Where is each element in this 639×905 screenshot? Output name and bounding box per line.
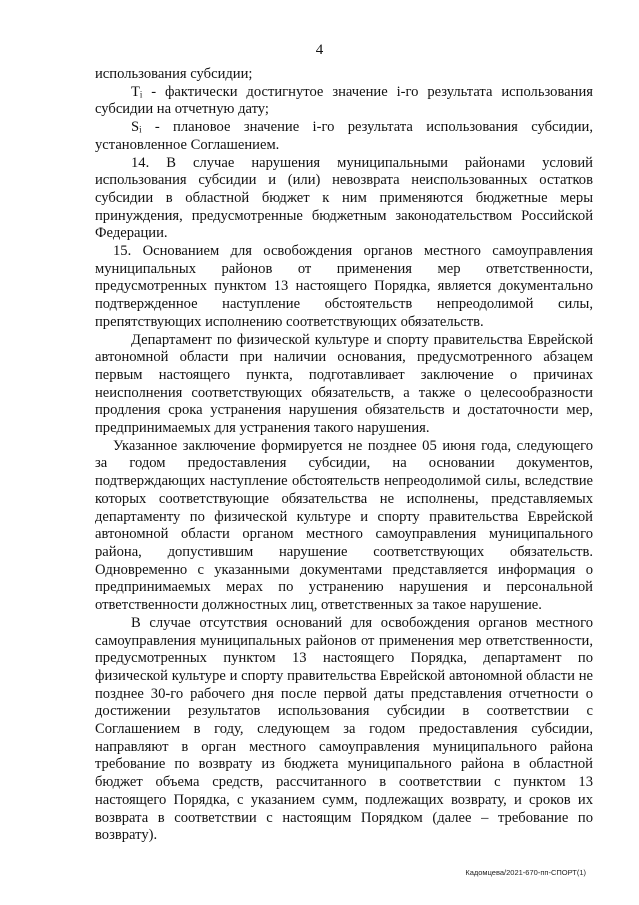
paragraph-conclusion-deadline: Указанное заключение формируется не позднее 05 июня года, следующего за годом предоставления субсидии, на основании документов, подтверждающих наступление обстоятельств непреодолимой силы, вследствие которых соответствующие обязательства не исполнены, представляемых департаменту по физической культуре и спорту правительства Еврейской автономной области органом местного самоуправления муниципального района, допустившим нарушение соответствующих обязательств. Одновременно с указанными документами представляется информация о предпринимаемых мерах по устранению нарушения и персональной ответственности должностных лиц, ответственных за такое нарушение.	[95, 437, 593, 614]
paragraph-item-15: 15. Основанием для освобождения органов местного самоуправления муниципальных районов от применения мер ответственности, предусмотренных пунктом 13 настоящего Порядка, является документально подтвержденное наступление обстоятельств непреодолимой силы, препятствующих исполнению соответствующих обязательств.	[95, 243, 593, 330]
paragraph-department-conclusion: Департамент по физической культуре и спорту правительства Еврейской автономной области при наличии основания, предусмотренного абзацем первым настоящего пункта, подготавливает заключение о причинах неисполнения соответствующих обязательств, а также о целесообразности продления срока устранения нарушения обязательств и достаточности мер, предпринимаемых для устранения такого нарушения.	[95, 331, 593, 437]
paragraph-si-definition: Sᵢ - плановое значение i-го результата использования субсидии, установленное Соглашением.	[95, 119, 593, 153]
paragraph-refund-requirement: В случае отсутствия оснований для освобождения органов местного самоуправления муниципальных районов от применения мер ответственности, предусмотренных пунктом 13 настоящего Порядка, департамент по физической культуре и спорту правительства Еврейской автономной области не позднее 30-го рабочего дня после первой даты представления отчетности о достижении результатов использования субсидии в соответствии с Соглашением в году, следующем за годом предоставления субсидии, направляют в орган местного самоуправления муниципального района требование по возврату из бюджета муниципального района в областной бюджет объема средств, рассчитанного в соответствии с пунктом 13 настоящего Порядка, с указанием сумм, подлежащих возврату, и сроков их возврата в соответствии с настоящим Порядком (далее – требование по возврату).	[95, 614, 593, 844]
page-number: 4	[315, 42, 324, 58]
paragraph-ti-definition: Tᵢ - фактически достигнутое значение i-го результата использования субсидии на отчетную дату;	[95, 83, 593, 118]
paragraph-item-14: 14. В случае нарушения муниципальными районами условий использования субсидии и (или) невозврата неиспользованных остатков субсидии в областной бюджет к ним применяются бюджетные меры принуждения, предусмотренные бюджетным законодательством Российской Федерации.	[95, 154, 593, 242]
paragraph-usage-end: использования субсидии;	[95, 66, 253, 82]
document-footer-code: Кадомцева/2021-670-пп-СПОРТ(1)	[465, 868, 586, 877]
document-body	[95, 66, 593, 845]
